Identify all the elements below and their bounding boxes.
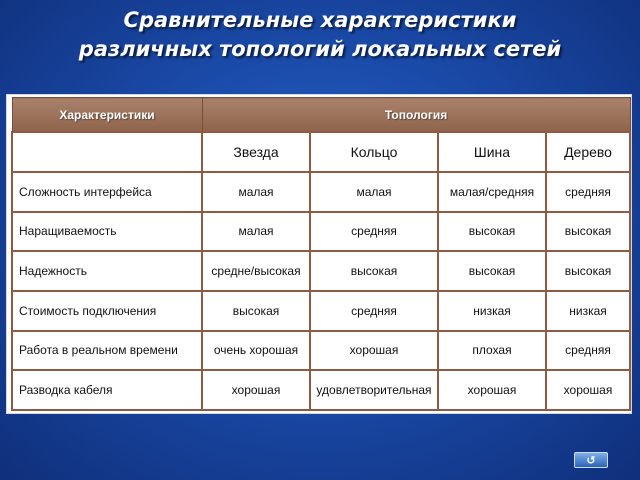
table-cell: малая/средняя [438, 172, 546, 212]
table-row [12, 291, 630, 331]
header-characteristics: Характеристики [12, 98, 202, 133]
table-cell: средне/высокая [202, 251, 310, 291]
table-cell: очень хорошая [202, 331, 310, 371]
table-cell: низкая [546, 291, 630, 331]
slide-title [0, 6, 640, 64]
table-cell: высокая [438, 251, 546, 291]
table-cell: средняя [310, 291, 438, 331]
row-label: Разводка кабеля [12, 370, 202, 410]
row-label: Надежность [12, 251, 202, 291]
table-header-row [12, 98, 630, 133]
return-arrow-icon: ↺ [586, 454, 596, 467]
topology-name-star: Звезда [202, 132, 310, 172]
table-row [12, 172, 630, 212]
table-cell: хорошая [546, 370, 630, 410]
row-label: Наращиваемость [12, 212, 202, 252]
table-cell: хорошая [202, 370, 310, 410]
table-cell: хорошая [310, 331, 438, 371]
table-cell: высокая [546, 251, 630, 291]
table-row [12, 370, 630, 410]
table-cell: средняя [310, 212, 438, 252]
table-row [12, 331, 630, 371]
row-label: Сложность интерфейса [12, 172, 202, 212]
table-cell: малая [202, 212, 310, 252]
slide-title-line-2: различных топологий локальных сетей [78, 37, 562, 61]
table-cell: удовлетворительная [310, 370, 438, 410]
table-cell: высокая [438, 212, 546, 252]
table-cell: высокая [546, 212, 630, 252]
topology-comparison-table [11, 97, 631, 411]
row-label: Работа в реальном времени [12, 331, 202, 371]
table-cell: низкая [438, 291, 546, 331]
topology-name-bus: Шина [438, 132, 546, 172]
empty-corner-cell [12, 132, 202, 172]
comparison-table-frame [6, 94, 632, 414]
table-cell: высокая [310, 251, 438, 291]
header-topology: Топология [202, 98, 630, 133]
table-cell: плохая [438, 331, 546, 371]
row-label: Стоимость подключения [12, 291, 202, 331]
topology-name-ring: Кольцо [310, 132, 438, 172]
table-cell: средняя [546, 331, 630, 371]
table-cell: высокая [202, 291, 310, 331]
table-cell: малая [202, 172, 310, 212]
slide-title-line-1: Сравнительные характеристики [123, 8, 517, 32]
table-row [12, 212, 630, 252]
topology-names-row [12, 132, 630, 172]
table-cell: средняя [546, 172, 630, 212]
table-cell: хорошая [438, 370, 546, 410]
table-row [12, 251, 630, 291]
return-button[interactable] [574, 452, 608, 468]
topology-name-tree: Дерево [546, 132, 630, 172]
table-cell: малая [310, 172, 438, 212]
